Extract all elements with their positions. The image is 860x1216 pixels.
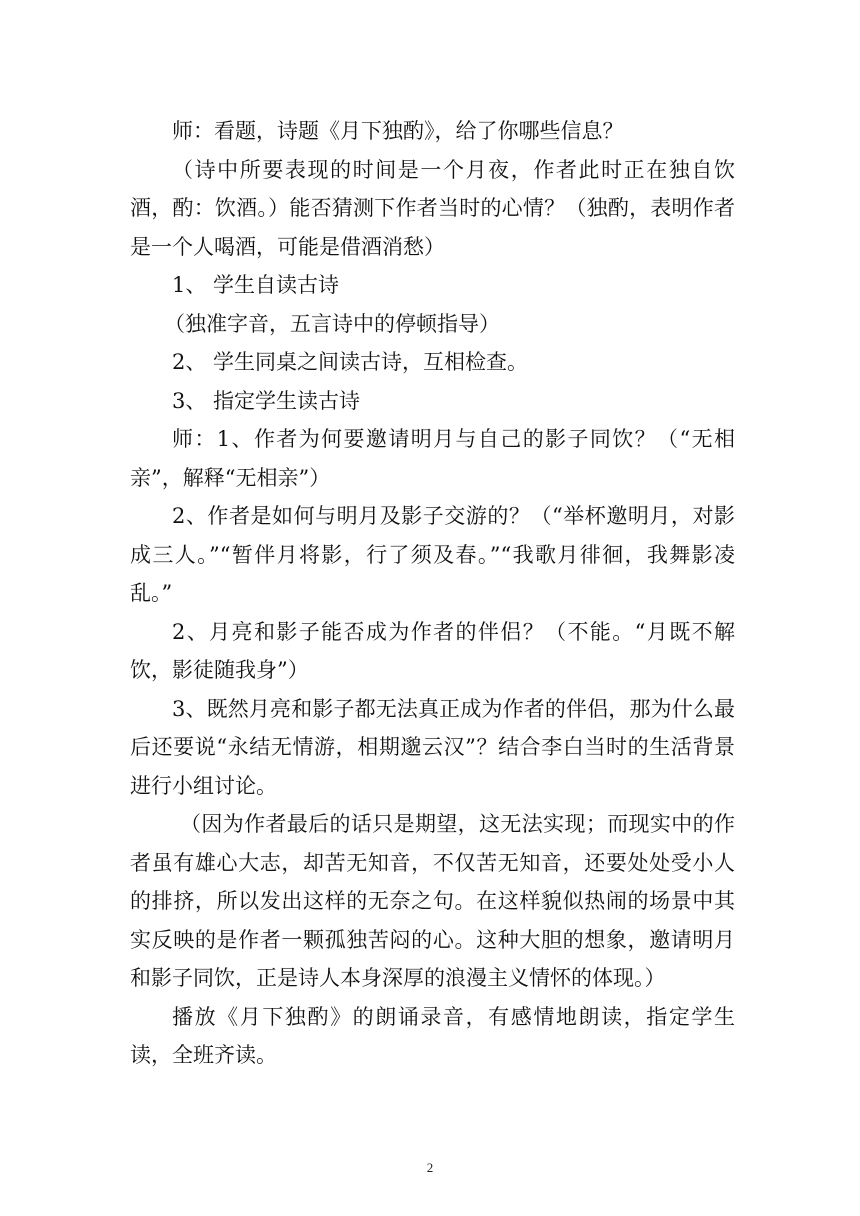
paragraph-step-2: 2、 学生同桌之间读古诗，互相检查。 <box>172 350 529 374</box>
page-number: 2 <box>426 1160 434 1175</box>
paragraph-question-3: 3、既然月亮和影子都无法真正成为作者的伴侣，那为什么最后还要说“永结无情游，相期邈云汉”？结合李白当时的生活背景进行小组讨论。 <box>130 696 735 798</box>
paragraph-step-1: 1、 学生自读古诗 <box>172 273 340 297</box>
paragraph-question-2: 2、作者是如何与明月及影子交游的？（“举杯邀明月，对影成三人。”“暂伴月将影，行了须及春。”“我歌月徘徊，我舞影凌乱。” <box>130 504 735 605</box>
paragraph-answer-3: （因为作者最后的话只是期望，这无法实现；而现实中的作者虽有雄心大志，却苦无知音，不仅苦无知音，还要处处受小人的排挤，所以发出这样的无奈之句。在这样貌似热闹的场景中其实反映的是作者一颗孤独苦闷的心。这种大胆的想象，邀请明月和影子同饮，正是诗人本身深厚的浪漫主义情怀的体现。） <box>130 812 735 990</box>
paragraph-step-1-note: （独准字音，五言诗中的停顿指导） <box>164 311 500 336</box>
document-body <box>130 112 735 1075</box>
paragraph-title-explanation: （诗中所要表现的时间是一个月夜，作者此时正在独自饮酒，酌：饮酒。）能否猜测下作者当时的心情？（独酌，表明作者是一个人喝酒，可能是借酒消愁） <box>130 157 735 259</box>
paragraph-step-3: 3、 指定学生读古诗 <box>172 388 361 413</box>
paragraph-reading-activity: 播放《月下独酌》的朗诵录音，有感情地朗读，指定学生读，全班齐读。 <box>130 1004 735 1067</box>
paragraph-teacher-question-title: 师：看题，诗题《月下独酌》，给了你哪些信息？ <box>172 119 624 143</box>
paragraph-question-2b: 2、月亮和影子能否成为作者的伴侣？（不能。“月既不解饮，影徒随我身”） <box>130 619 735 682</box>
paragraph-question-1: 师：1、作者为何要邀请明月与自己的影子同饮？（“无相亲”，解释“无相亲”） <box>130 427 735 490</box>
